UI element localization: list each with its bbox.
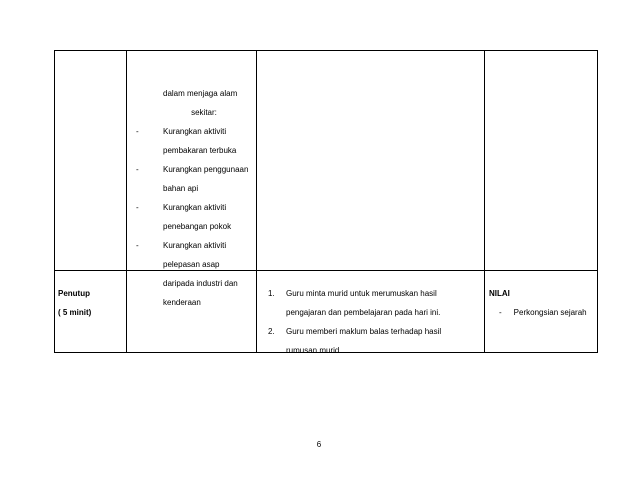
list-item-text: Kurangkan aktiviti [163, 241, 227, 250]
item-text: Guru minta murid untuk merumuskan hasil [286, 289, 437, 298]
list-item-text: Kurangkan penggunaan [163, 165, 249, 174]
list-item [136, 160, 254, 179]
numbered-item [268, 322, 482, 341]
stage-duration: ( 5 minit) [58, 308, 92, 317]
table-column-divider [126, 50, 127, 353]
list-item-text: Kurangkan aktiviti [163, 203, 227, 212]
page-number: 6 [316, 440, 322, 449]
bullet-dash: - [136, 203, 139, 212]
bullet-dash: - [136, 165, 139, 174]
activity-text-line: daripada industri dan [163, 279, 238, 288]
list-item-text: Perkongsian sejarah [513, 308, 587, 317]
values-heading: NILAI [489, 289, 510, 298]
item-text: Guru memberi maklum balas terhadap hasil [286, 327, 442, 336]
bullet-dash: - [499, 308, 502, 317]
table-border-top [54, 50, 598, 51]
table-border-left [54, 50, 55, 353]
item-text-continued: rumusan murid. [286, 346, 342, 355]
activity-text-line: penebangan pokok [163, 222, 232, 231]
activity-text-line: sekitar: [191, 108, 217, 117]
item-text-continued: pengajaran dan pembelajaran pada hari ini. [286, 308, 441, 317]
list-item [136, 236, 254, 255]
list-item [136, 122, 254, 141]
item-number: 2. [268, 327, 275, 336]
activity-text-line: pelepasan asap [163, 260, 220, 269]
stage-cell [58, 284, 124, 322]
item-number: 1. [268, 289, 275, 298]
list-item-text: Kurangkan aktiviti [163, 127, 227, 136]
list-item [136, 198, 254, 217]
table-column-divider [256, 50, 257, 353]
notes-cell [489, 284, 595, 322]
activity-content-cell [136, 84, 254, 312]
bullet-dash: - [136, 241, 139, 250]
table-column-divider [484, 50, 485, 353]
activity-text-line: bahan api [163, 184, 199, 193]
table-border-right [597, 50, 598, 353]
stage-title: Penutup [58, 289, 90, 298]
steps-cell [268, 284, 482, 360]
activity-text-line: dalam menjaga alam [163, 89, 238, 98]
activity-text-line: kenderaan [163, 298, 201, 307]
bullet-dash: - [136, 127, 139, 136]
list-item [489, 303, 595, 322]
activity-text-line: pembakaran terbuka [163, 146, 237, 155]
numbered-item [268, 284, 482, 303]
